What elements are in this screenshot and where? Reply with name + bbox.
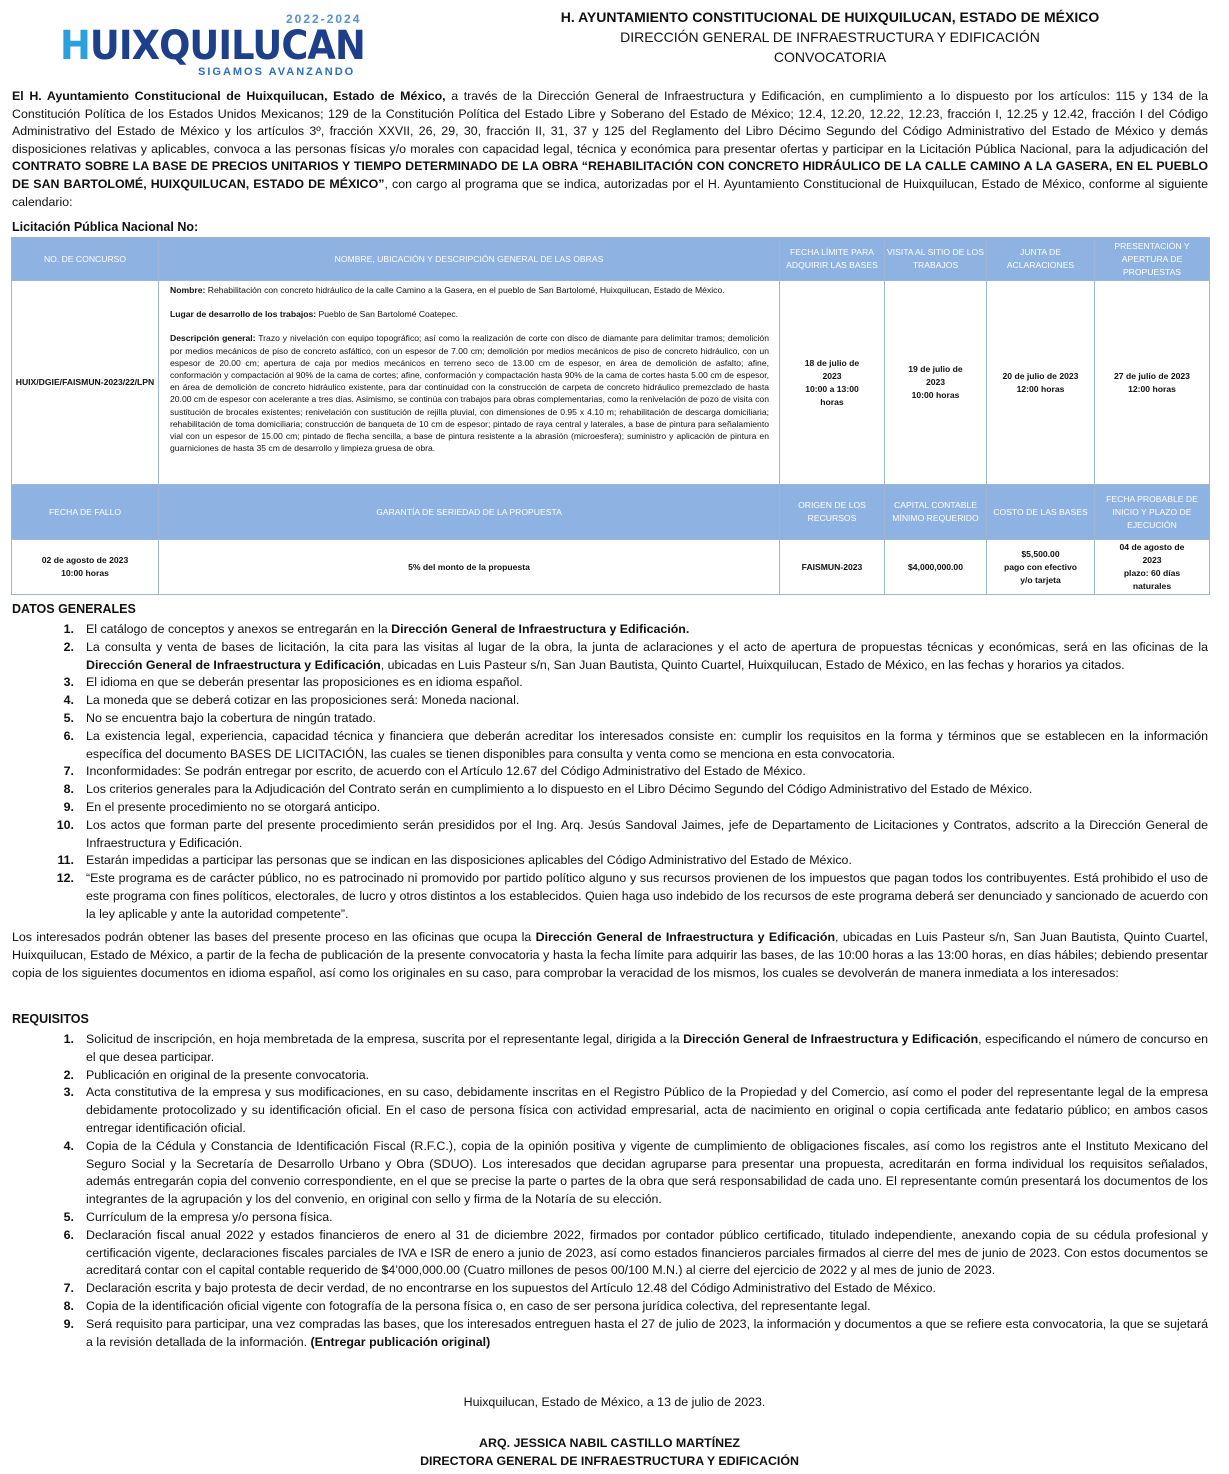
cell-no-concurso: HUIX/DGIE/FAISMUN-2023/22/LPN: [12, 281, 159, 485]
list-item-text: [86, 728, 1208, 764]
list-item-text: [86, 674, 1208, 692]
huixquilucan-logo: [58, 12, 388, 82]
cell-junta: [987, 281, 1095, 485]
list-item-text-part: En el presente procedimiento no se otorgará anticipo.: [86, 799, 381, 814]
list-item-number: 4.: [63, 693, 74, 708]
list-item-text-part: Solicitud de inscripción, en hoja membretada de la empresa, suscrita por el representante legal, dirigida a la: [86, 1032, 684, 1046]
visita-line: 2023: [925, 377, 946, 387]
list-item-text-part: Será requisito para participar, una vez compradas las bases, que los interesados entreguen hasta el 27 de julio de 2023, la información y documentos a que se refiere esta convocatoria, la que se sujetará a la revisión detallada de la información.: [86, 1316, 1208, 1349]
lugar-value: Pueblo de San Bartolomé Coatepec.: [316, 309, 459, 320]
list-item-number: 12.: [56, 871, 74, 886]
list-item-text: [86, 1227, 1208, 1280]
list-item-text-part: La consulta y venta de bases de licitación, la cita para las visitas al lugar de la obra, la junta de aclaraciones y el acto de apertura de propuestas técnicas y económicas, será en las oficinas de la: [86, 639, 1208, 654]
list-item-text-part: “Este programa es de carácter público, no es patrocinado ni promovido por partido político alguno y sus recursos provienen de los impuestos que pagan todos los contribuyentes. Está prohibido el uso de este programa con fines políticos, electorales, de lucro y otros distintos a los establecidos. Quien haga uso indebido de los recursos de este programa deberá ser denunciado y sancionado de acuerdo con la ley aplicable y ante la autoridad competente”.: [86, 871, 1208, 921]
list-item: [12, 781, 1208, 799]
list-item-number: 2.: [63, 1067, 74, 1082]
intro-paragraph: [12, 88, 1208, 211]
list-item-text-part: La moneda que se deberá cotizar en las proposiciones será: Moneda nacional.: [86, 693, 520, 708]
intro-text-1: a través de la Dirección General de Infraestructura y Edificación, en cumplimiento a lo dispuesto por los artículos: 115 y 134 de la Constitución Política de los Estados Unidos Mexicanos; 129 de la Constitución Política del Estado Libre y Soberano del Estado de México; 12.4, 12.20, 12.22, 12.23, fracción I, 12.25 y 12.42, fracción I del Código Administrativo del Estado de México y los artículos 3º, fracción XXVII, 26, 29, 30, fracción II, 31, 37 y 125 del Reglamento del Libro Décimo Segundo del Código Administrativo del Estado de México y demás disposiciones relativas y aplicables, convoca a las personas físicas y/o morales con capacidad legal, técnica y económica para presentar ofertas y participar en la Licitación Pública Nacional, para la adjudicación del: [12, 89, 1208, 156]
list-item-bold-part: Dirección General de Infraestructura y Edificación.: [391, 622, 690, 636]
list-item-text: [86, 710, 1208, 728]
header-junta: JUNTA DE ACLARACIONES: [987, 238, 1095, 281]
bases-text-a: Los interesados podrán obtener las bases del presente proceso en las oficinas que ocupa la: [12, 930, 536, 944]
list-item-text: [86, 1298, 1208, 1316]
header-fallo: FECHA DE FALLO: [12, 485, 159, 540]
document-heading: [470, 7, 1190, 67]
list-item: [12, 710, 1208, 728]
list-item: [12, 728, 1208, 764]
costo-line: pago con efectivo: [1003, 561, 1078, 572]
presentacion-line: 27 de julio de 2023: [1114, 370, 1190, 381]
list-item: [12, 799, 1208, 817]
junta-line: 20 de julio de 2023: [1002, 370, 1079, 381]
list-item-text: [86, 692, 1208, 710]
intro-text-2: , con cargo al programa que se indica, autorizadas por el H. Ayuntamiento Constitucional de Huixquilucan, Estado de México, conforme al siguiente calendario:: [12, 176, 1208, 209]
list-item-number: 6.: [63, 728, 74, 743]
list-item: [12, 852, 1208, 870]
list-item-bold-part: Dirección General de Infraestructura y Edificación: [683, 1032, 979, 1046]
list-item-number: 9.: [63, 1316, 74, 1331]
list-item-text: [86, 763, 1208, 781]
cell-costo: [987, 540, 1095, 595]
list-item-text-part: Acta constitutiva de la empresa y sus modificaciones, en su caso, debidamente inscritas en el Registro Público de la Propiedad y del Comercio, así como el poder del representante legal de la empresa debidamente protocolizado y su identificación oficial. En el caso de persona física con actividad empresarial, acta de nacimiento en original o copia certificada ante fedatario público; en ambos casos entregar identificación oficial.: [86, 1085, 1208, 1135]
heading-line-1: H. AYUNTAMIENTO CONSTITUCIONAL DE HUIXQUILUCAN, ESTADO DE MÉXICO: [560, 9, 1100, 25]
fallo-line: 02 de agosto de 2023: [41, 555, 129, 565]
header-presentacion: PRESENTACIÓN Y APERTURA DE PROPUESTAS: [1095, 238, 1210, 281]
list-item-number: 7.: [63, 764, 74, 779]
list-item-number: 3.: [63, 1085, 74, 1100]
header-fecha-limite: FECHA LÍMITE PARA ADQUIRIR LAS BASES: [780, 238, 885, 281]
list-item-text-part: La existencia legal, experiencia, capacidad técnica y financiera que deberán acreditar los interesados consiste en: cumplir los requisitos en la forma y términos que se establecen en la información específica del documento BASES DE LICITACIÓN, las cuales se tienen disponibles para consulta y venta como se menciona en esta convocatoria.: [86, 728, 1208, 761]
list-item: [12, 870, 1208, 923]
cell-descripcion: [159, 281, 780, 485]
list-item-text-part: Inconformidades: Se podrán entregar por escrito, de acuerdo con el Artículo 12.67 del Código Administrativo del Estado de México.: [86, 764, 806, 779]
inicio-line: naturales: [1132, 581, 1172, 591]
table-header-row-1: [12, 238, 1210, 281]
presentacion-line: 12:00 horas: [1128, 383, 1176, 394]
list-item-text: [86, 852, 1208, 870]
list-item: [12, 1209, 1208, 1227]
list-item-text: [86, 799, 1208, 817]
list-item-number: 9.: [63, 799, 74, 814]
junta-line: 12:00 horas: [1016, 383, 1065, 394]
cell-fecha-limite: [780, 281, 885, 485]
logo-rest: UIXQUILUCAN: [89, 23, 365, 69]
list-item: [12, 639, 1208, 675]
list-item-text: [86, 639, 1208, 675]
list-item-number: 5.: [63, 1209, 74, 1224]
fecha-limite-line: 2023: [822, 370, 842, 381]
list-item-text-part: El catálogo de conceptos y anexos se entregarán en la: [86, 622, 392, 636]
heading-line-3: CONVOCATORIA: [773, 49, 887, 65]
descripcion-label: Descripción general:: [170, 333, 256, 344]
fecha-limite-line: 10:00 a 13:00: [805, 383, 859, 394]
fecha-limite-line: 18 de julio de: [804, 357, 860, 368]
list-item-bold-part: (Entregar publicación original): [310, 1334, 491, 1349]
header-costo: COSTO DE LAS BASES: [987, 485, 1095, 540]
list-item: [12, 1031, 1208, 1067]
list-item: [12, 1280, 1208, 1298]
list-item-number: 8.: [63, 1298, 74, 1313]
list-item-number: 4.: [63, 1138, 74, 1153]
list-item: [12, 1084, 1208, 1137]
fallo-line: 10:00 horas: [61, 568, 109, 578]
list-item: [12, 1138, 1208, 1209]
header-inicio: FECHA PROBABLE DE INICIO Y PLAZO DE EJECUCIÓN: [1095, 485, 1210, 540]
list-item-number: 6.: [63, 1227, 74, 1242]
visita-line: 19 de julio de: [908, 364, 963, 374]
signature-date: Huixquilucan, Estado de México, a 13 de julio de 2023.: [463, 1395, 766, 1409]
list-item: [12, 692, 1208, 710]
cell-fallo: [12, 540, 159, 595]
nombre-label: Nombre:: [170, 285, 206, 295]
list-item-number: 10.: [56, 817, 74, 832]
datos-generales-title: DATOS GENERALES: [12, 602, 136, 616]
table-header-row-2: [12, 485, 1210, 540]
list-item-text: [86, 1138, 1208, 1209]
list-item: [12, 621, 1208, 639]
list-item-text: [86, 1084, 1208, 1137]
list-item-text-part: No se encuentra bajo la cobertura de ningún tratado.: [86, 710, 377, 725]
bases-paragraph: [12, 929, 1208, 982]
list-item: [12, 817, 1208, 853]
bases-text-b: Dirección General de Infraestructura y Edificación: [535, 930, 836, 944]
cell-presentacion: [1095, 281, 1210, 485]
cell-origen: FAISMUN-2023: [780, 540, 885, 595]
list-item-text-part: Los criterios generales para la Adjudicación del Contrato serán en cumplimiento a lo dispuesto en el Libro Décimo Segundo del Código Administrativo del Estado de México.: [86, 782, 1033, 797]
list-item-text-part: Copia de la identificación oficial vigente con fotografía de la persona física o, en caso de ser persona jurídica colectiva, del representante legal.: [86, 1298, 871, 1313]
list-item: [12, 1067, 1208, 1085]
list-item-text-part: Declaración fiscal anual 2022 y estados financieros de enero al 31 de diciembre 2022, firmados por contador público certificado, titulado independiente, anexando copia de su cédula profesional y certificación vigente, declaraciones fiscales parciales de IVA e ISR de enero a junio de 2023, así como estados financieros parciales firmados al cierre del mes de junio de 2023. Con estos documentos se acreditará contar con el capital contable requerido de $4’000,000.00 (Cuatro millones de pesos 00/100 M.N.) al cierre del ejercicio de 2022 y al mes de junio de 2023.: [86, 1227, 1208, 1278]
table-row: [12, 281, 1210, 485]
list-item-text-part: Declaración escrita y bajo protesta de decir verdad, de no encontrarse en los supuestos del Artículo 12.48 del Código Administrativo del Estado de México.: [86, 1281, 936, 1296]
header-visita: VISITA AL SITIO DE LOS TRABAJOS: [885, 238, 987, 281]
intro-contract: CONTRATO SOBRE LA BASE DE PRECIOS UNITARIOS Y TIEMPO DETERMINADO DE LA OBRA “REHABILITACIÓN CON CONCRETO HIDRÁULICO DE LA CALLE CAMINO A LA GASERA, EN EL PUEBLO DE SAN BARTOLOMÉ, HUIXQUILUCAN, ESTADO DE MÉXICO”: [12, 159, 1208, 191]
bases-text-c: , ubicadas en Luis Pasteur s/n, San Juan Bautista, Quinto Cuartel, Huixquilucan, Estado de México, a partir de la fecha de publicación de la presente convocatoria y hasta la fecha límite para adquirir las bases, de las 10:00 horas a las 13:00 horas, en días hábiles; debiendo presentar copia de los siguientes documentos en idioma español, así como los originales en su caso, para comprobar la veracidad de los mismos, los cuales se devolverán de manera inmediata a los interesados:: [12, 930, 1208, 980]
list-item-number: 11.: [57, 853, 74, 868]
inicio-line: 2023: [1142, 555, 1162, 565]
list-item-number: 5.: [63, 710, 74, 725]
list-item-text: [86, 1280, 1208, 1298]
signatory-title: DIRECTORA GENERAL DE INFRAESTRUCTURA Y EDIFICACIÓN: [420, 1454, 799, 1468]
header-no-concurso: NO. DE CONCURSO: [12, 238, 159, 281]
list-item-text: [86, 1316, 1208, 1352]
list-item-number: 3.: [63, 675, 74, 690]
cell-garantia: 5% del monto de la propuesta: [159, 540, 780, 595]
descripcion-value: Trazo y nivelación con equipo topográfico; así como la realización de corte con disco de diamante para delimitar tramos; demolición por medios mecánicos de piso de concreto asfáltico, con un espesor de 7.00 cm; demolición por medios mecánicos de piso de concreto hidráulico, con un espesor de 20.00 cm; apertura de caja por medios mecánicos en terreno seco de 13.00 cm de espesor, en área de demolición de asfalto; afine, conformación y compactación al 90% de la cama de cortes; afine, conformación y compactación hasta 90% de la cama de cortes hasta 5.00 cm de espesor, en área de demolición de concreto hidráulico existente, para dar continuidad con la construcción de carpeta de concreto hidráulico premezclado de hasta 20.00 cm de espesor con acelerante a tres días. Asimismo, se continúa con trabajos para obras complementarias, como la renivelación de pozo de visita con sustitución de brocales existentes; renivelación con sustitución de rejilla pluvial, con dimensiones de 0.95 x 4.10 m; rehabilitación de descarga domiciliaria; rehabilitación de toma domiciliaria; construcción de banqueta de 10 cm de espesor; pintado de raya central y laterales, a base de pintura para señalamiento vial con un espesor de 15.00 cm; pintado de flecha sencilla, a base de pintura resistente a la abrasión (microesfera); suministro y aplicación de pintura en guarniciones de hasta 35 cm de desarrollo y limpieza gruesa de obra.: [170, 333, 769, 454]
list-item-text: [86, 817, 1208, 853]
list-item-text: [86, 1031, 1208, 1067]
header-capital: CAPITAL CONTABLE MÍNIMO REQUERIDO: [885, 485, 987, 540]
logo-years: 2022-2024: [286, 12, 362, 26]
list-item-bold-part: Dirección General de Infraestructura y Edificación: [86, 657, 381, 672]
list-item-text-part: Los actos que forman parte del presente procedimiento serán presididos por el Ing. Arq. Jesús Sandoval Jaimes, jefe de Departamento de Licitaciones y Contratos, adscrito a la Dirección General de Infraestructura y Edificación.: [86, 817, 1208, 850]
licitacion-label: Licitación Pública Nacional No:: [12, 220, 199, 234]
costo-line: $5,500.00: [1021, 548, 1060, 559]
list-item-text: [86, 1067, 1208, 1085]
list-item-text: [86, 870, 1208, 923]
list-item: [12, 1227, 1208, 1280]
list-item: [12, 763, 1208, 781]
list-item: [12, 674, 1208, 692]
list-item-text-part: Publicación en original de la presente convocatoria.: [86, 1067, 370, 1082]
list-item-text: [86, 621, 1208, 639]
list-item-text-part: Copia de la Cédula y Constancia de Identificación Fiscal (R.F.C.), copia de la opinión positiva y vigente de cumplimiento de obligaciones fiscales, así como los registros ante el Instituto Mexicano del Seguro Social y la Secretaría de Desarrollo Urbano y Obra (SDUO). Los interesados que decidan agruparse para presentar una propuesta, acreditarán en forma individual los requisitos señalados, además entregarán copia del convenio correspondiente, en el que se precise la parte o partes de la obra que será responsabilidad de cada uno. El representante común presentará los documentos de los integrantes de la agrupación y los del convenio, en original con sello y firma de la Notaría de su elección.: [86, 1138, 1208, 1207]
list-item-text-part: El idioma en que se deberán presentar las proposiciones es en idioma español.: [86, 675, 523, 690]
inicio-line: 04 de agosto de: [1119, 542, 1185, 552]
cell-visita: [885, 281, 987, 485]
logo-tagline: SIGAMOS AVANZANDO: [198, 66, 356, 78]
requisitos-list: [12, 1031, 1208, 1351]
visita-line: 10:00 horas: [911, 390, 960, 400]
fecha-limite-line: horas: [820, 396, 844, 407]
list-item-number: 7.: [63, 1281, 74, 1296]
intro-lead: El H. Ayuntamiento Constitucional de Huixquilucan, Estado de México,: [12, 89, 446, 103]
list-item: [12, 1316, 1208, 1352]
signatory-name: ARQ. JESSICA NABIL CASTILLO MARTÍNEZ: [479, 1436, 740, 1450]
calendar-table: [11, 237, 1210, 595]
inicio-line: plazo: 60 días: [1123, 568, 1181, 578]
requisitos-title: REQUISITOS: [12, 1012, 89, 1026]
datos-generales-list: [12, 621, 1208, 924]
page-header: [0, 0, 1229, 82]
header-garantia: GARANTÍA DE SERIEDAD DE LA PROPUESTA: [159, 485, 780, 540]
list-item-text: [86, 1209, 1208, 1227]
list-item-text-part: Estarán impedidas a participar las personas que se indican en las disposiciones aplicables del Código Administrativo del Estado de México.: [86, 853, 852, 868]
header-origen: ORIGEN DE LOS RECURSOS: [780, 485, 885, 540]
list-item-number: 1.: [63, 622, 74, 636]
list-item-text: [86, 781, 1208, 799]
list-item-number: 1.: [63, 1032, 74, 1046]
list-item-text-part: Currículum de la empresa y/o persona física.: [86, 1209, 333, 1224]
list-item-number: 2.: [63, 639, 74, 654]
heading-line-2: DIRECCIÓN GENERAL DE INFRAESTRUCTURA Y EDIFICACIÓN: [620, 29, 1040, 45]
costo-line: y/o tarjeta: [1020, 574, 1061, 585]
logo-name: [60, 24, 365, 68]
cell-inicio: [1095, 540, 1210, 595]
list-item-text-part: , especificando el número de concurso en el que desea participar.: [86, 1032, 1208, 1064]
list-item-text-part: , ubicadas en Luis Pasteur s/n, San Juan Bautista, Quinto Cuartel, Huixquilucan, Estado de México, en las fechas y horarios ya citados.: [380, 657, 1125, 672]
list-item-number: 8.: [63, 782, 74, 797]
table-row: [12, 540, 1210, 595]
list-item: [12, 1298, 1208, 1316]
lugar-label: Lugar de desarrollo de los trabajos:: [170, 309, 317, 320]
nombre-value: Rehabilitación con concreto hidráulico de la calle Camino a la Gasera, en el pueblo de San Bartolomé, Huixquilucan, Estado de México.: [205, 285, 725, 295]
header-nombre: NOMBRE, UBICACIÓN Y DESCRIPCIÓN GENERAL DE LAS OBRAS: [159, 238, 780, 281]
cell-capital: $4,000,000.00: [885, 540, 987, 595]
logo-initial: H: [60, 23, 90, 69]
